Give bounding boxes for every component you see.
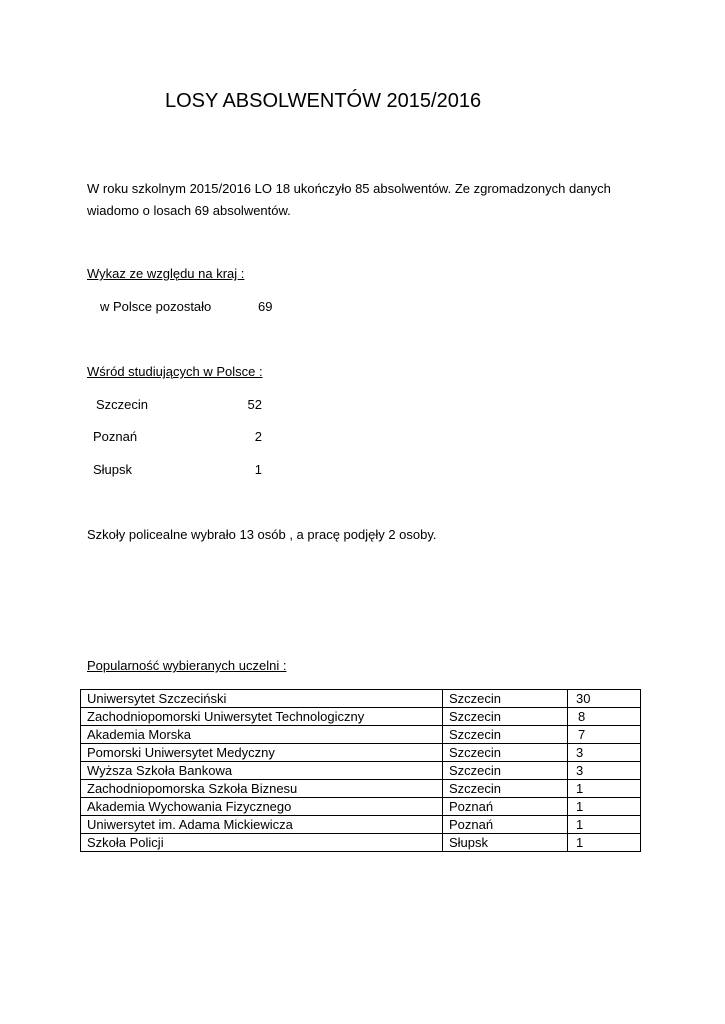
university-name: Wyższa Szkoła Bankowa: [81, 762, 443, 780]
country-section-heading: Wykaz ze względu na kraj :: [87, 266, 245, 281]
city-count-szczecin: 52: [247, 397, 262, 412]
university-city: Szczecin: [443, 708, 568, 726]
table-row: [81, 762, 641, 780]
document-title: LOSY ABSOLWENTÓW 2015/2016: [165, 90, 482, 112]
university-name: Pomorski Uniwersytet Medyczny: [81, 744, 443, 762]
university-city: Szczecin: [443, 780, 568, 798]
university-count: 3: [568, 744, 641, 762]
university-count: 8: [568, 708, 641, 726]
table-row: [81, 708, 641, 726]
post-secondary-paragraph: Szkoły policealne wybrało 13 osób , a pracę podjęły 2 osoby.: [87, 527, 437, 542]
university-city: Poznań: [443, 798, 568, 816]
city-count-poznan: 2: [254, 429, 262, 444]
university-count: 1: [568, 834, 641, 852]
city-label-slupsk: Słupsk: [93, 462, 133, 477]
university-city: Szczecin: [443, 744, 568, 762]
intro-paragraph: W roku szkolnym 2015/2016 LO 18 ukończyło 85 absolwentów. Ze zgromadzonych danych wiadomo o losach 69 absolwentów.: [87, 181, 611, 218]
university-name: Akademia Wychowania Fizycznego: [81, 798, 443, 816]
country-row-value: 69: [258, 299, 273, 314]
university-city: Szczecin: [443, 762, 568, 780]
city-label-poznan: Poznań: [93, 429, 138, 444]
university-city: Poznań: [443, 816, 568, 834]
university-count: 1: [568, 816, 641, 834]
table-row: [81, 690, 641, 708]
universities-table: [80, 689, 641, 852]
city-count-slupsk: 1: [254, 462, 262, 477]
university-name: Akademia Morska: [81, 726, 443, 744]
table-row: [81, 834, 641, 852]
city-label-szczecin: Szczecin: [96, 397, 149, 412]
table-row: [81, 816, 641, 834]
table-row: [81, 798, 641, 816]
university-count: 30: [568, 690, 641, 708]
studying-section-heading: Wśród studiujących w Polsce :: [87, 364, 263, 379]
university-name: Zachodniopomorska Szkoła Biznesu: [81, 780, 443, 798]
university-count: 1: [568, 780, 641, 798]
university-city: Szczecin: [443, 726, 568, 744]
university-count: 3: [568, 762, 641, 780]
university-name: Uniwersytet Szczeciński: [81, 690, 443, 708]
country-row-label: w Polsce pozostało: [100, 299, 212, 314]
university-name: Uniwersytet im. Adama Mickiewicza: [81, 816, 443, 834]
university-name: Szkoła Policji: [81, 834, 443, 852]
university-count: 1: [568, 798, 641, 816]
table-row: [81, 780, 641, 798]
university-city: Słupsk: [443, 834, 568, 852]
table-row: [81, 726, 641, 744]
university-count: 7: [568, 726, 641, 744]
table-row: [81, 744, 641, 762]
university-name: Zachodniopomorski Uniwersytet Technologiczny: [81, 708, 443, 726]
university-city: Szczecin: [443, 690, 568, 708]
universities-section-heading: Popularność wybieranych uczelni :: [87, 658, 287, 673]
